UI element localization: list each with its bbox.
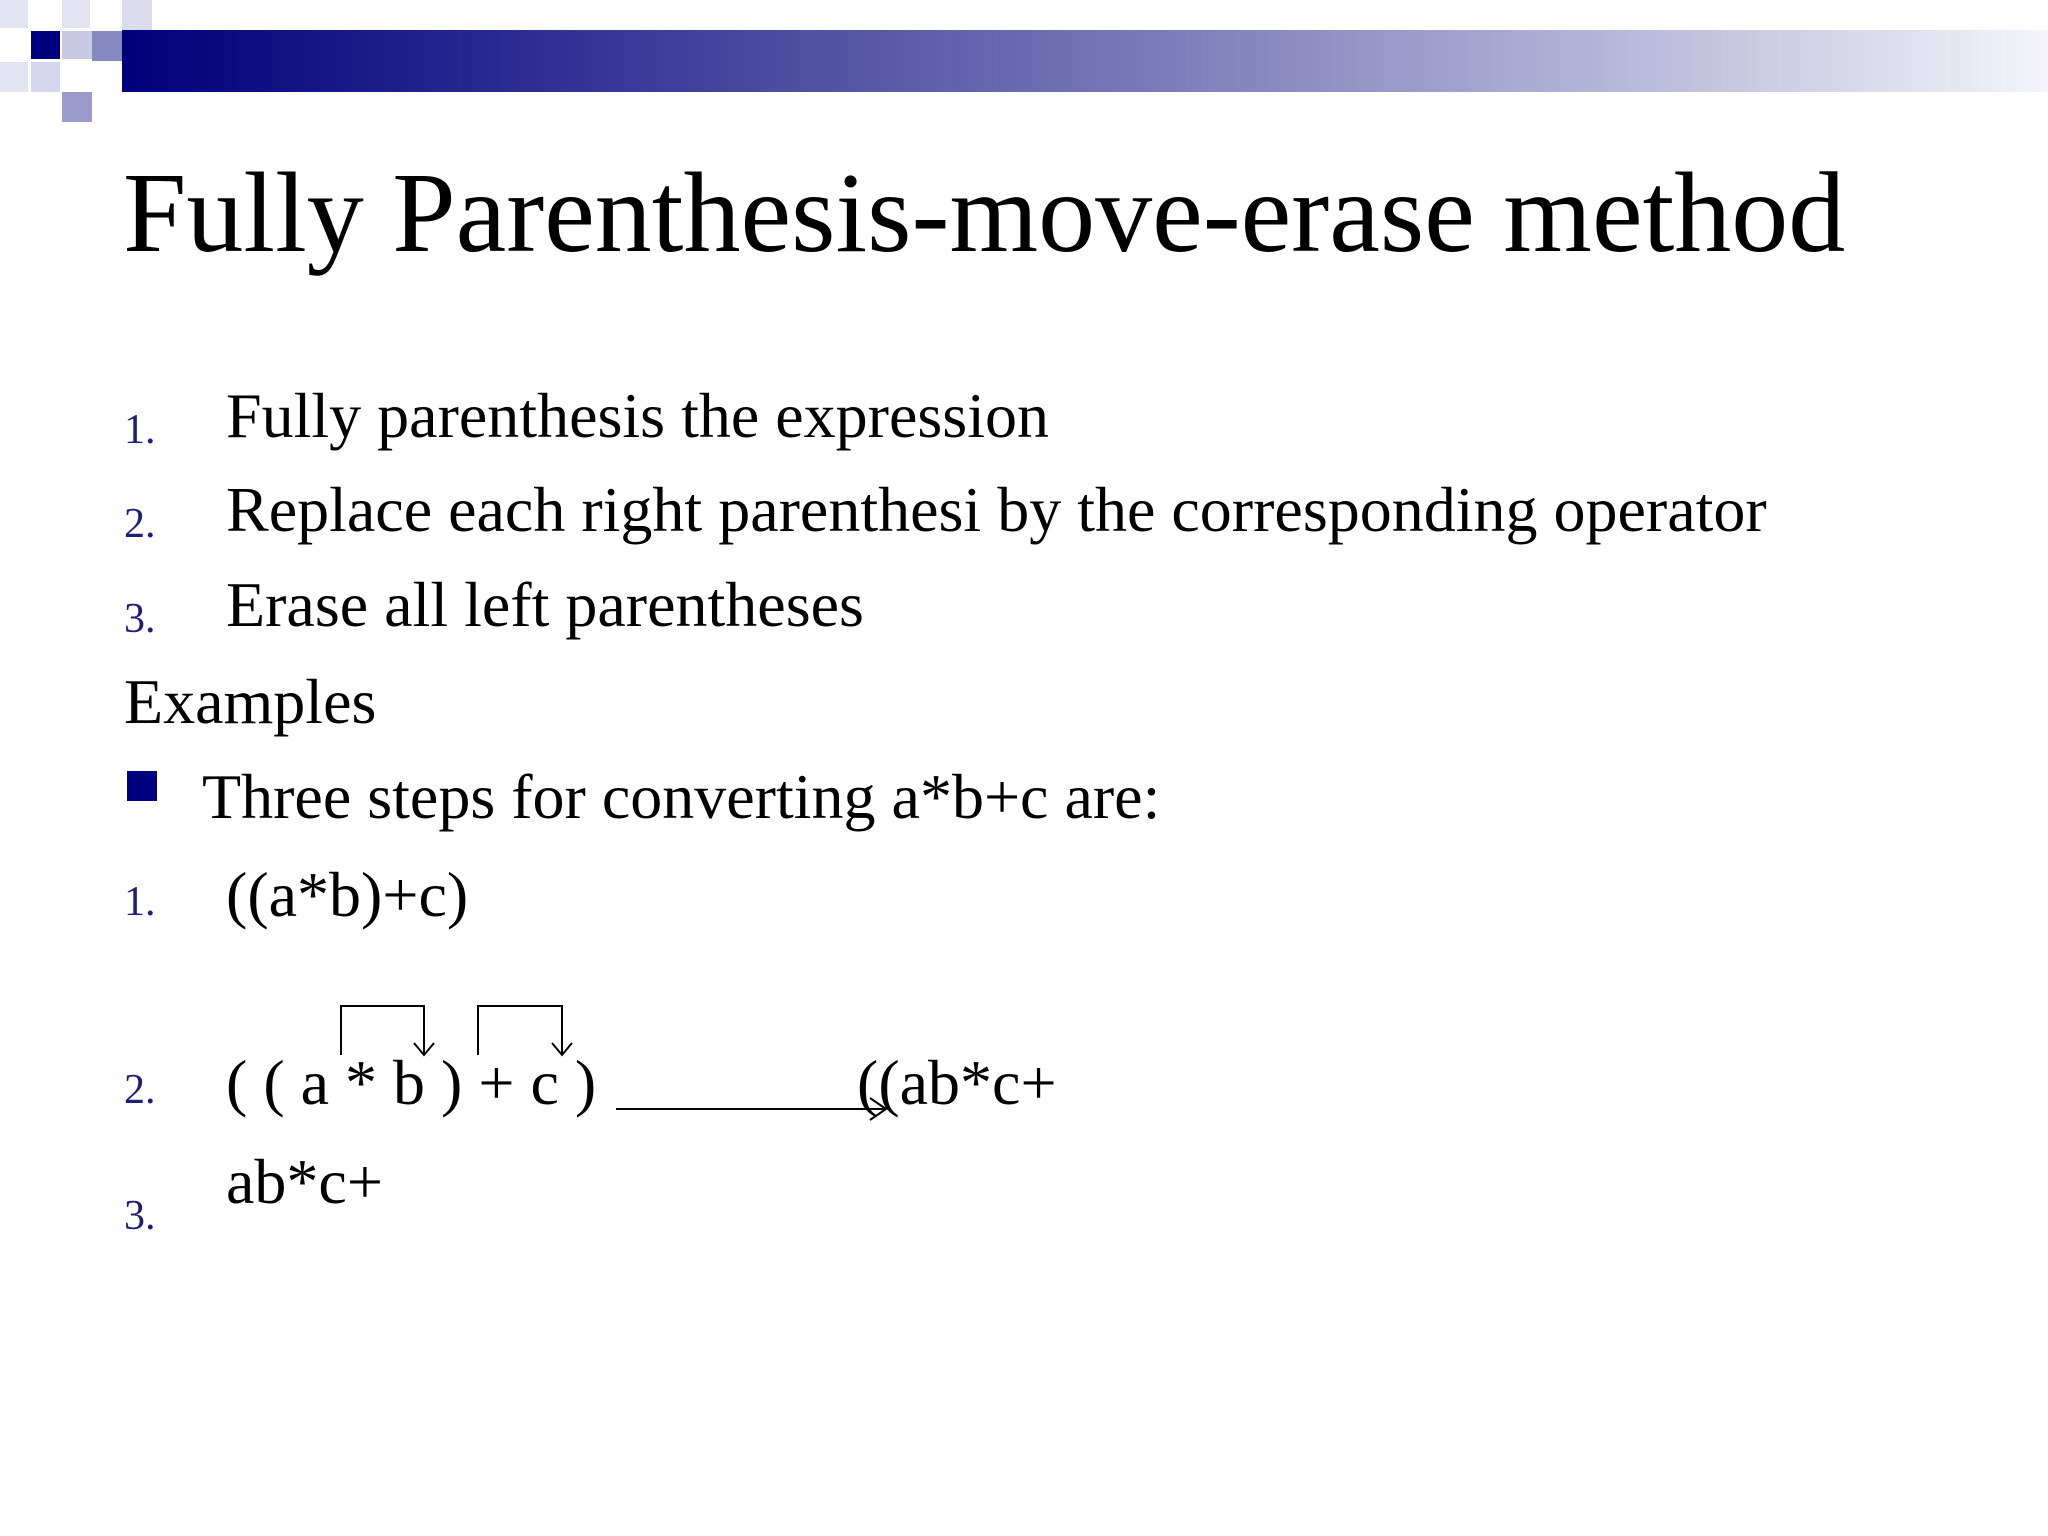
step-text: Replace each right parenthesi by the corresponding operator [226, 474, 1767, 545]
examples-heading: Examples [124, 666, 377, 737]
example-step-number: 3. [124, 1193, 156, 1239]
slide-title: Fully Parenthesis-move-erase method [123, 149, 1846, 276]
move-arrow-icon [341, 1006, 434, 1055]
step-text: Erase all left parentheses [226, 569, 864, 640]
example-expression: ( ( a * b ) + c ) [226, 1047, 597, 1118]
move-arrow-icon [478, 1006, 572, 1055]
example-step-number: 2. [124, 1067, 156, 1113]
example-step-text: ((a*b)+c) [226, 859, 469, 930]
step-text: Fully parenthesis the expression [226, 380, 1049, 451]
example-step-text: ab*c+ [226, 1146, 383, 1217]
long-arrow-icon [616, 1098, 886, 1120]
bullet-text: Three steps for converting a*b+c are: [202, 761, 1161, 832]
example-result: ((ab*c+ [857, 1047, 1057, 1118]
step-number: 3. [124, 596, 156, 642]
example-step-number: 1. [124, 879, 156, 925]
step-number: 2. [124, 501, 156, 547]
step-number: 1. [124, 407, 156, 453]
